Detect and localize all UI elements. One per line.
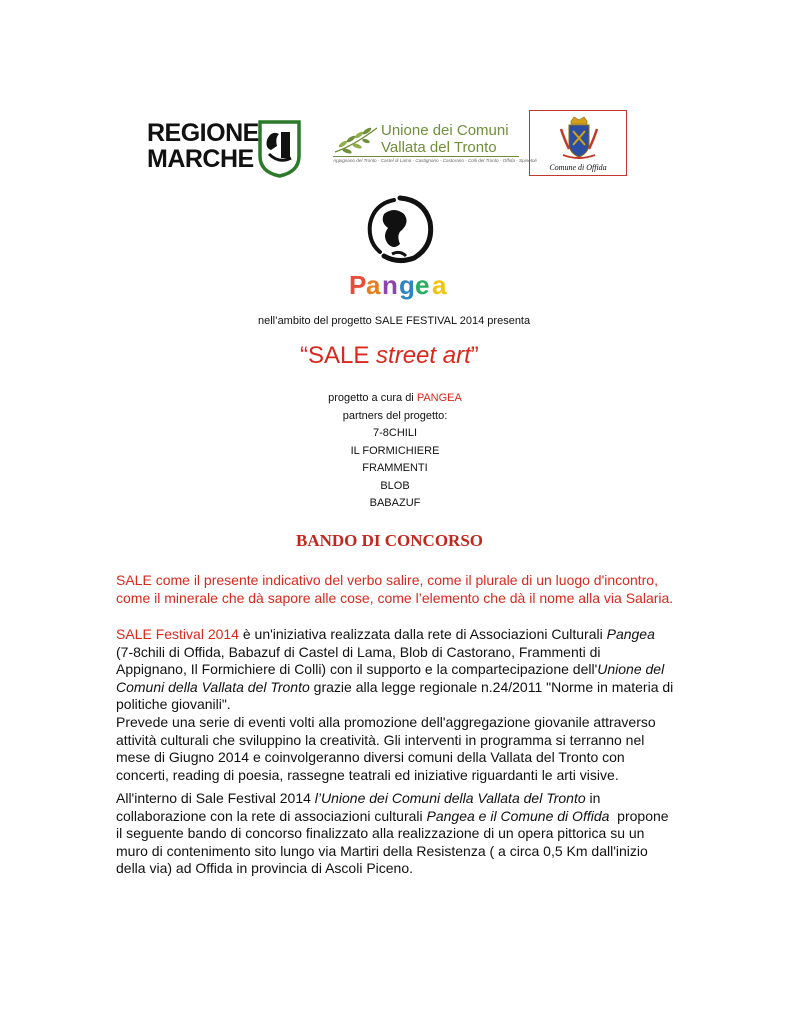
regione-marche-logo [147, 118, 302, 180]
paragraph-festival [116, 626, 686, 784]
italic-run: l’Unione dei Comuni della Vallata del Tronto [314, 790, 586, 806]
paragraph-line [116, 790, 686, 808]
paragraph-line: concerti, reading di poesia, rassegne teatrali ed iniziative riguardanti le arti visive. [116, 766, 619, 783]
paragraph-line: muro di contenimento sito lungo via Martiri della Resistenza ( a circa 0,5 Km dall'inizio [116, 842, 648, 859]
text-run: in [585, 790, 601, 806]
curated-name: PANGEA [416, 392, 462, 404]
italic-run: Comuni della Vallata del Tronto [116, 678, 310, 695]
title-close: ” [470, 342, 479, 369]
svg-text:a: a [432, 270, 447, 300]
regione-line1: REGIONE [147, 119, 259, 147]
unione-towns-list: Appignano del Tronto - Castel di Lama - Castignano - Castorano - Colli del Tronto - Offida - Spinetoli [333, 158, 537, 163]
partner-item: BABAZUF [369, 497, 421, 509]
curated-line [270, 390, 520, 408]
paragraph-line: attività culturali che sviluppino la creatività. Gli interventi in programma si terranno nel [116, 731, 645, 748]
paragraph-line [116, 626, 686, 644]
offida-label: Comune di Offida [549, 163, 607, 172]
text-run: collaborazione con la rete di associazioni culturali [116, 807, 427, 824]
curated-prefix: progetto a cura di [328, 392, 417, 404]
pangea-wordmark [349, 266, 451, 306]
unione-divider [333, 156, 519, 157]
paragraph-line [116, 679, 686, 697]
paragraph-line [116, 661, 686, 679]
paragraph-line: il seguente bando di concorso finalizzato alla realizzazione di un opera pittorica su un [116, 825, 645, 842]
regione-line2: MARCHE [147, 145, 254, 173]
text-run: Appignano, Il Formichiere di Colli) con il supporto e la compartecipazione dell' [116, 661, 598, 678]
text-run: propone [609, 807, 669, 824]
offida-crest-icon [557, 115, 601, 161]
project-credits [270, 390, 520, 513]
unione-comuni-logo [333, 118, 537, 168]
unione-title-line2: Vallata del Tronto [381, 139, 497, 156]
paragraph-line [116, 808, 686, 826]
regione-marche-wordmark [147, 120, 259, 172]
partners-label: partners del progetto: [342, 409, 448, 422]
paragraph-line: come il minerale che dà sapore alle cose, come l’elemento che dà il nome alla via Salaria. [116, 589, 674, 606]
regione-shield-icon [257, 120, 302, 178]
paragraph-line: (7-8chili di Offida, Babazuf di Castel di Lama, Blob di Castorano, Frammenti di [116, 643, 601, 660]
svg-text:n: n [382, 270, 398, 300]
text-run: grazie alla legge regionale n.24/2011 "Norme in materia di [309, 678, 674, 695]
partner-item: 7-8CHILI [372, 427, 418, 439]
title-italic: street art [376, 342, 471, 369]
italic-run: Pangea e il Comune di Offida [426, 807, 610, 824]
pangea-logo-icon [364, 194, 436, 264]
partner-item: BLOB [380, 479, 410, 492]
partner-item: FRAMMENTI [362, 462, 428, 474]
section-heading: BANDO DI CONCORSO [296, 531, 484, 550]
olive-branch-icon [333, 122, 379, 158]
italic-run: Unione del [597, 661, 665, 678]
paragraph-sale-meaning [116, 572, 686, 607]
paragraph-bando [116, 790, 686, 878]
partner-item: IL FORMICHIERE [350, 444, 440, 457]
paragraph-line: politiche giovanili". [116, 696, 231, 713]
paragraph-line: mese di Giugno 2014 e coinvolgeranno diversi comuni della Vallata del Tronto con [116, 749, 625, 766]
unione-title-line1: Unione dei Comuni [381, 122, 509, 139]
comune-offida-logo [529, 110, 627, 176]
paragraph-line: SALE come il presente indicativo del verbo salire, come il plurale di un luogo d'incontro, [116, 572, 658, 588]
title-open: “SALE [300, 342, 377, 369]
italic-run: Pangea [606, 626, 655, 642]
paragraph-line: della via) ad Offida in provincia di Ascoli Piceno. [116, 860, 414, 877]
svg-text:P: P [349, 270, 367, 300]
text-run: All'interno di Sale Festival 2014 [116, 790, 315, 806]
intro-line: nell’ambito del progetto SALE FESTIVAL 2014 presenta [258, 315, 531, 327]
festival-name: SALE Festival 2014 [116, 626, 239, 642]
event-title [300, 342, 479, 370]
text-run: è un'iniziativa realizzata dalla rete di Associazioni Culturali [238, 626, 607, 642]
paragraph-line: Prevede una serie di eventi volti alla promozione dell'aggregazione giovanile attraverso [116, 713, 656, 730]
svg-text:e: e [415, 270, 430, 300]
svg-text:a: a [366, 270, 381, 300]
svg-text:g: g [399, 270, 415, 300]
